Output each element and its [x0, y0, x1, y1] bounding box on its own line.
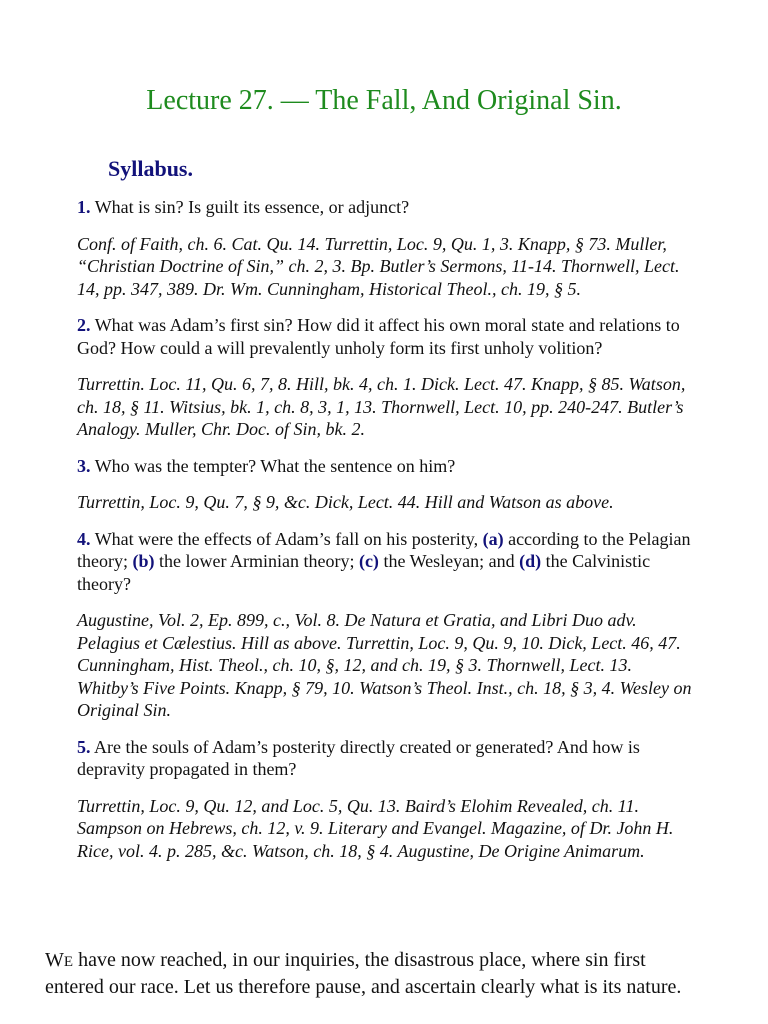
body-paragraph	[45, 948, 705, 1000]
question-number: 4.	[77, 528, 91, 549]
question-text-part: the Calvinistic theory?	[77, 551, 651, 594]
question-5	[77, 736, 692, 781]
question-text: Are the souls of Adam’s posterity directly created or generated? And how is depravity propagated in them?	[77, 736, 640, 779]
small-cap-letter: E	[63, 954, 74, 970]
question-1	[77, 196, 692, 219]
question-text: What is sin? Is guilt its essence, or adjunct?	[94, 197, 410, 217]
question-text-part: the Wesleyan; and	[378, 551, 520, 571]
question-number: 2.	[77, 315, 91, 335]
question-text: Who was the tempter? What the sentence on him?	[94, 455, 456, 476]
syllabus-heading: Syllabus.	[108, 156, 193, 181]
references-2: Turrettin. Loc. 11, Qu. 6, 7, 8. Hill, bk. 4, ch. 1. Dick. Lect. 47. Knapp, § 85. Watson, ch. 18, § 11. Witsius, bk. 1, ch. 8, 3, 1, 13. Thornwell, Lect. 10, pp. 240-247. Butler’s Analogy. Muller, Chr. Doc. of Sin, bk. 2.	[77, 374, 686, 439]
option-label: (b)	[132, 551, 155, 571]
body-text: have now reached, in our inquiries, the disastrous place, where sin first entered our race. Let us therefore pause, and ascertain clearly what is its nature.	[45, 949, 682, 998]
option-label: (a)	[482, 528, 504, 549]
question-number: 3.	[77, 455, 91, 476]
option-label: (d)	[519, 551, 542, 571]
references-1: Conf. of Faith, ch. 6. Cat. Qu. 14. Turrettin, Loc. 9, Qu. 1, 3. Knapp, § 73. Muller, “Christian Doctrine of Sin,” ch. 2, 3. Bp. Butler’s Sermons, 11-14. Thornwell, Lect. 14, pp. 347, 389. Dr. Wm. Cunningham, Historical Theol., ch. 19, § 5.	[77, 233, 680, 299]
references-3: Turrettin, Loc. 9, Qu. 7, § 9, &c. Dick, Lect. 44. Hill and Watson as above.	[77, 492, 614, 512]
question-text-part: What were the effects of Adam’s fall on his posterity,	[94, 528, 483, 549]
references-4: Augustine, Vol. 2, Ep. 899, c., Vol. 8. De Natura et Gratia, and Libri Duo adv. Pelagius et Cælestius. Hill as above. Turrettin, Loc. 9, Qu. 9, 10. Dick, Lect. 46, 47. Cunningham, Hist. Theol., ch. 10, §, 12, and ch. 19, § 3. Thornwell, Lect. 13. Whitby’s Five Points. Knapp, § 79, 10. Watson’s Theol. Inst., ch. 18, § 3, 4. Wesley on Original Sin.	[77, 610, 692, 720]
page-title: Lecture 27. — The Fall, And Original Sin.	[146, 85, 622, 116]
drop-cap-letter: W	[45, 949, 64, 971]
question-number: 1.	[77, 197, 91, 217]
option-label: (c)	[358, 551, 379, 571]
references-5: Turrettin, Loc. 9, Qu. 12, and Loc. 5, Qu. 13. Baird’s Elohim Revealed, ch. 11. Sampson on Hebrews, ch. 12, v. 9. Literary and Evangel. Magazine, of Dr. John H. Rice, vol. 4. p. 285, &c. Watson, ch. 18, § 4. Augustine, De Origine Animarum.	[77, 795, 674, 861]
question-text: What was Adam’s first sin? How did it affect his own moral state and relations to God? How could a will prevalently unholy form its first unholy volition?	[77, 315, 680, 358]
question-3	[77, 455, 692, 478]
question-2	[77, 314, 692, 359]
question-text-part: according to the Pelagian theory;	[77, 528, 691, 571]
question-text-part: the lower Arminian theory;	[154, 551, 359, 571]
question-4	[77, 528, 692, 596]
syllabus-content	[77, 196, 692, 876]
question-number: 5.	[77, 736, 91, 757]
